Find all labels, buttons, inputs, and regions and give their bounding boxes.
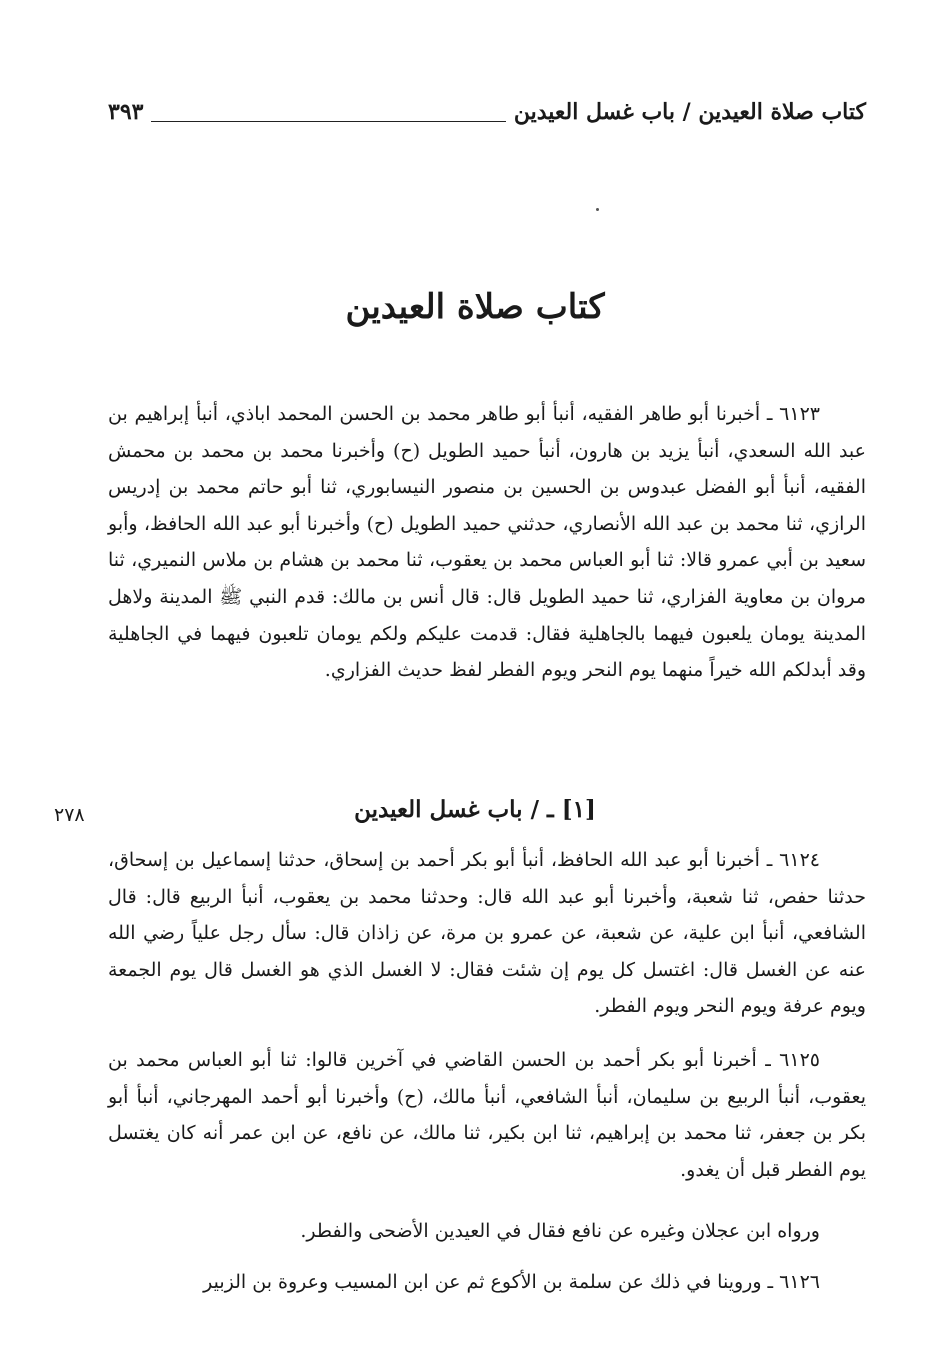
note-text: ورواه ابن عجلان وغيره عن نافع فقال في العيدين الأضحى والفطر. — [300, 1220, 820, 1242]
hadith-6126 — [108, 1264, 866, 1301]
narration-note — [108, 1213, 866, 1250]
hadith-text: ٦١٢٦ ـ وروينا في ذلك عن سلمة بن الأكوع ثم عن ابن المسيب وعروة بن الزبير — [203, 1271, 820, 1293]
hadith-6123 — [108, 396, 866, 689]
section-heading: [١] ـ / باب غسل العيدين — [354, 796, 596, 823]
hadith-6124 — [108, 842, 866, 1025]
running-title: كتاب صلاة العيدين / باب غسل العيدين — [513, 99, 866, 125]
hadith-6125 — [108, 1042, 866, 1188]
hadith-text: ٦١٢٥ ـ أخبرنا أبو بكر أحمد بن الحسن القاضي في آخرين قالوا: ثنا أبو العباس محمد بن يعقوب، أنبأ الربيع بن سليمان، أنبأ الشافعي، أنبأ مالك، (ح) وأخبرنا أبو أحمد المهرجاني، أنبأ أبو بكر بن جعفر، ثنا محمد بن إبراهيم، ثنا ابن بكير، ثنا مالك، عن نافع، عن ابن عمر أنه كان يغتسل يوم الفطر قبل أن يغدو. — [108, 1049, 866, 1181]
hadith-text: ٦١٢٣ ـ أخبرنا أبو طاهر الفقيه، أنبأ أبو طاهر محمد بن الحسن المحمد اباذي، أنبأ إبراهيم بن عبد الله السعدي، أنبأ يزيد بن هارون، أنبأ حميد الطويل (ح) وأخبرنا محمد بن محمد بن محمش الفقيه، أنبأ أبو الفضل عبدوس بن الحسين بن منصور النيسابوري، ثنا أبو حاتم محمد بن إدريس الرازي، ثنا محمد بن عبد الله الأنصاري، حدثني حميد الطويل (ح) وأخبرنا أبو عبد الله الحافظ، وأبو سعيد بن أبي عمرو قالا: ثنا أبو العباس محمد بن يعقوب، ثنا محمد بن هشام بن ملاس النميري، ثنا مروان بن معاوية الفزاري، ثنا حميد الطويل قال: قال أنس بن مالك: قدم النبي ﷺ المدينة ولاهل المدينة يومان يلعبون فيهما بالجاهلية فقال: قدمت عليكم ولكم يومان تلعبون فيهما في الجاهلية وقد أبدلكم الله خيراً منهما يوم النحر ويوم الفطر لفظ حديث الفزاري. — [108, 403, 866, 682]
scan-speck — [596, 208, 599, 211]
hadith-text: ٦١٢٤ ـ أخبرنا أبو عبد الله الحافظ، أنبأ أبو بكر أحمد بن إسحاق، حدثنا إسماعيل بن إسحاق، حدثنا حفص، ثنا شعبة، وأخبرنا أبو عبد الله قال: وحدثنا محمد بن يعقوب، أنبأ الربيع قال: قال الشافعي، أنبأ ابن علية، عن شعبة، عن عمرو بن مرة، عن زاذان قال: سأل رجل علياً رضي الله عنه عن الغسل قال: اغتسل كل يوم إن شئت فقال: لا الغسل الذي هو الغسل قال يوم الجمعة ويوم عرفة ويوم النحر ويوم الفطر. — [108, 849, 866, 1018]
page-number: ٣٩٣ — [108, 99, 144, 125]
header-rule — [151, 121, 505, 122]
book-title: كتاب صلاة العيدين — [345, 287, 605, 327]
margin-page-reference: ٢٧٨ — [54, 804, 85, 826]
running-header — [108, 92, 866, 132]
